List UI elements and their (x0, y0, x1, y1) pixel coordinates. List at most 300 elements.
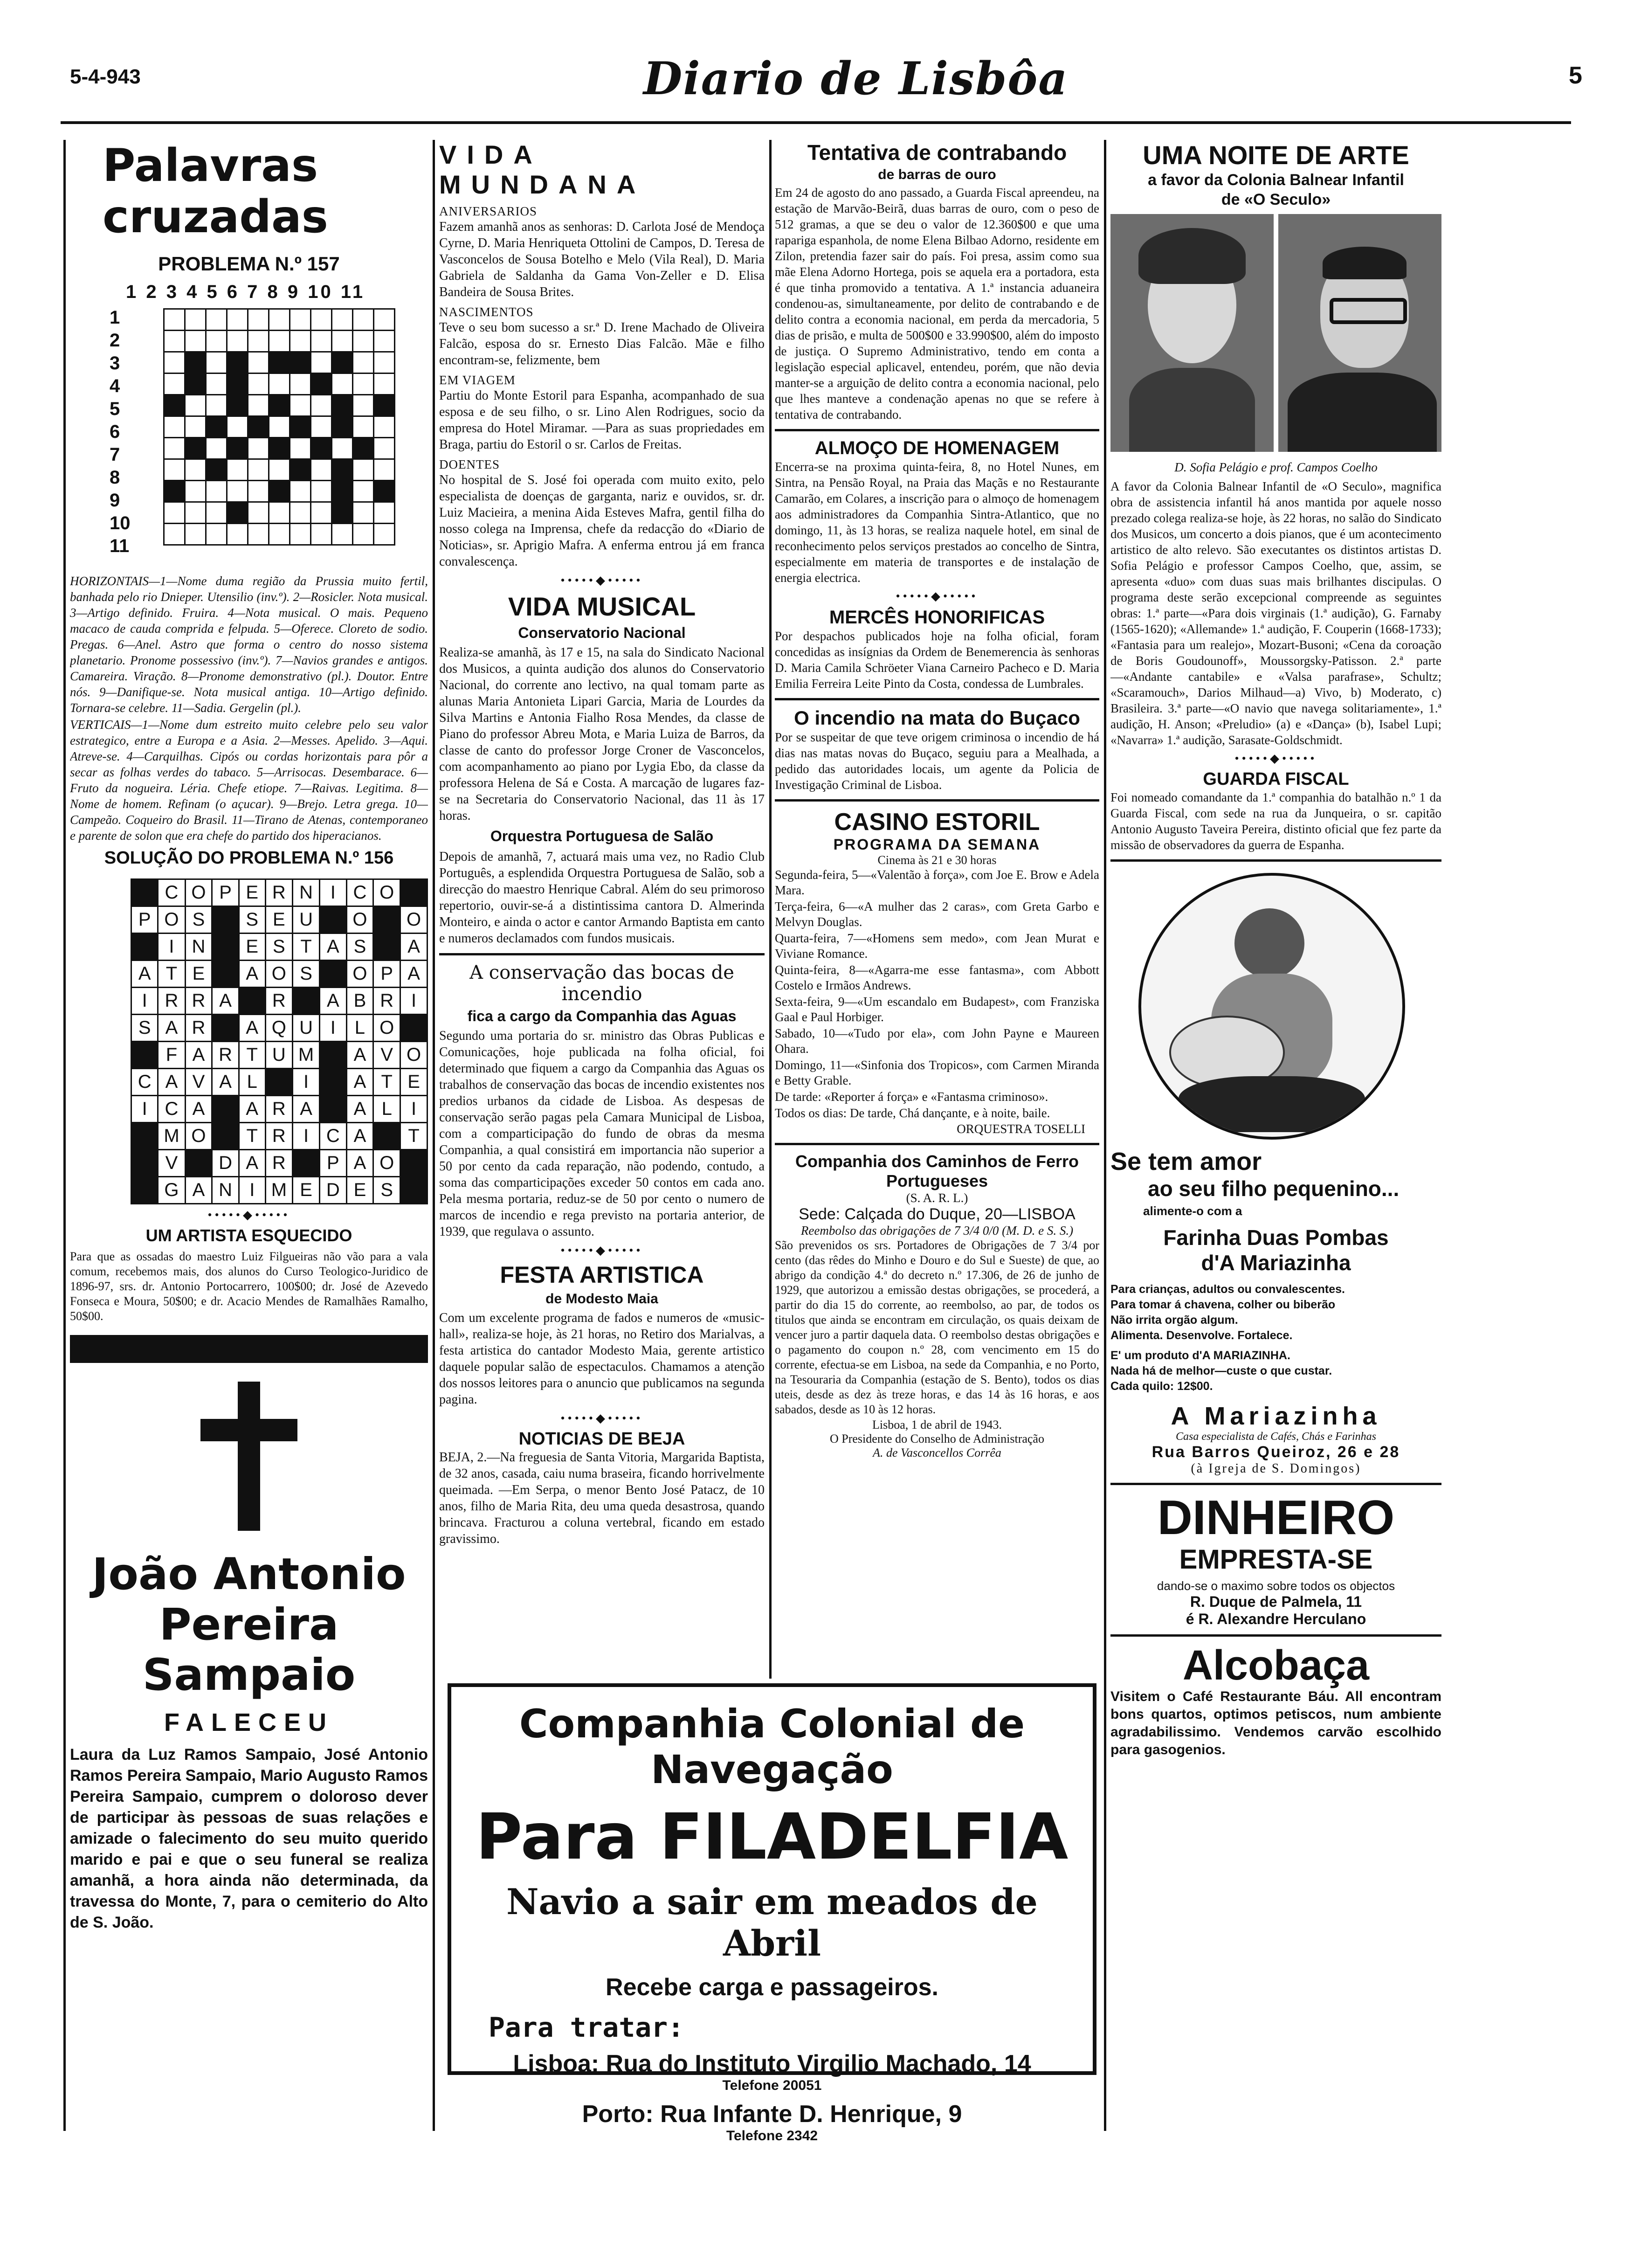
crossword-cell[interactable] (353, 459, 374, 481)
crossword-black-cell (269, 481, 290, 502)
crossword-cell[interactable] (332, 309, 353, 331)
casino-program-line: Segunda-feira, 5—«Valentão à força», com Joe E. Brow e Adela Mara. (775, 868, 1099, 897)
crossword-cell[interactable] (353, 524, 374, 545)
caminhos-date: Lisboa, 1 de abril de 1943. (872, 1418, 1002, 1431)
crossword-row (164, 416, 395, 438)
crossword-cell[interactable] (164, 524, 185, 545)
newspaper-title: Diario de Lisbôa (643, 52, 1069, 105)
crossword-cell[interactable] (290, 502, 311, 524)
solution-cell: N (212, 1177, 239, 1204)
crossword-black-cell (290, 416, 311, 438)
crossword-cell[interactable] (269, 373, 290, 395)
solution-cell: R (185, 988, 212, 1015)
solution-cell: C (131, 1069, 158, 1096)
viagem-heading: EM VIAGEM (439, 373, 516, 387)
solution-cell: O (400, 906, 427, 933)
crossword-cell[interactable] (311, 331, 332, 352)
crossword-row-number: 2 (110, 330, 120, 351)
crossword-row (164, 373, 395, 395)
crossword-cell[interactable] (164, 331, 185, 352)
solution-cell: S (373, 1177, 400, 1204)
separator: •••••◆••••• (896, 589, 979, 603)
solution-row (131, 879, 427, 906)
crossword-black-cell (227, 352, 248, 373)
page-number: 5 (1569, 62, 1582, 89)
obituary-name: João Antonio Pereira Sampaio (92, 1549, 406, 1701)
solution-black-cell (131, 1150, 158, 1177)
solution-cell: R (185, 1015, 212, 1042)
solution-cell: O (373, 1150, 400, 1177)
crossword-cell[interactable] (227, 481, 248, 502)
navegacao-phone-lisboa: Telefone 20051 (722, 2078, 822, 2093)
casino-program-line: Sexta-feira, 9—«Um escandalo em Budapest», com Franziska Gaal e Paul Horbiger. (775, 995, 1099, 1024)
casino-subtitle: PROGRAMA DA SEMANA (833, 836, 1041, 853)
column-rule (769, 140, 772, 1679)
crossword-cell[interactable] (185, 524, 206, 545)
solution-cell: I (320, 1015, 346, 1042)
crossword-row (164, 502, 395, 524)
crossword-title: Palavras cruzadas (103, 140, 328, 243)
solution-black-cell (239, 988, 265, 1015)
crossword-cell[interactable] (206, 438, 227, 459)
crossword-cell[interactable] (164, 438, 185, 459)
solution-cell: I (400, 988, 427, 1015)
guarda-text: Foi nomeado comandante da 1.ª companhia do batalhão n.º 1 da Guarda Fiscal, com sede na rua da Junqueira, o sr. capitão Antonio Augusto Taveira Pereira, distinto oficial que fez parte da missão de observadores da guerra de Espanha. (1110, 790, 1441, 852)
solution-cell: V (373, 1042, 400, 1069)
solution-cell: N (185, 933, 212, 961)
crossword-cell[interactable] (269, 502, 290, 524)
crossword-cell[interactable] (164, 352, 185, 373)
crossword-row-number: 7 (110, 444, 120, 465)
crossword-black-cell (185, 438, 206, 459)
solution-cell: M (158, 1123, 185, 1150)
crossword-black-cell (227, 373, 248, 395)
doentes-heading: DOENTES (439, 457, 500, 471)
crossword-cell[interactable] (290, 395, 311, 416)
crossword-cell[interactable] (164, 502, 185, 524)
crossword-cell[interactable] (164, 373, 185, 395)
crossword-cell[interactable] (185, 395, 206, 416)
crossword-cell[interactable] (185, 331, 206, 352)
crossword-cell[interactable] (353, 416, 374, 438)
crossword-cell[interactable] (374, 459, 395, 481)
crossword-cell[interactable] (206, 352, 227, 373)
crossword-black-cell (374, 481, 395, 502)
solution-cell: A (346, 1096, 373, 1123)
solution-cell: F (158, 1042, 185, 1069)
crossword-row-numbers (110, 306, 131, 558)
crossword-cell[interactable] (248, 373, 269, 395)
festa-subtitle: de Modesto Maia (545, 1291, 658, 1307)
crossword-black-cell (332, 502, 353, 524)
noite-arte-title: UMA NOITE DE ARTE (1143, 140, 1409, 170)
portraits (1110, 214, 1441, 456)
solution-cell: O (158, 906, 185, 933)
solution-cell: C (158, 1096, 185, 1123)
solution-black-cell (373, 1123, 400, 1150)
solution-black-cell (400, 1177, 427, 1204)
column-rule (63, 140, 66, 2131)
crossword-black-cell (332, 459, 353, 481)
aniversarios-text: Fazem amanhã anos as senhoras: D. Carlota José de Mendoça Cyrne, D. Maria Henriqueta Ottolini de Campos, D. Teresa de Vasconcelos de Sousa Botelho e Melo (Vila Real), D. Maria Gabriela de Saldanha da Gama Von-Zeller e D. Elisa Bandeira de Sousa Brites. (439, 220, 765, 299)
solution-cell: R (265, 1150, 292, 1177)
crossword-cell[interactable] (332, 331, 353, 352)
solution-black-cell (400, 1015, 427, 1042)
bucaco-text: Por se suspeitar de que teve origem criminosa o incendio de há dias nas matas novas do Buçaco, seguiu para a Mealhada, a pedido das autoridades locais, um agente da Policia de Investigação Criminal de Lisboa. (775, 730, 1099, 792)
divider (775, 799, 1099, 802)
crossword-row (164, 395, 395, 416)
conservatorio-heading: Conservatorio Nacional (518, 624, 686, 641)
solution-cell: A (185, 1042, 212, 1069)
solution-cell: R (265, 988, 292, 1015)
doentes-text: No hospital de S. José foi operada com muito exito, pelo especialista de doenças de garganta, nariz e ouvidos, sr. dr. Luiz Macieira, a menina Aida Esteves Mafra, gentil filha do nosso colega na Imprensa, chefe da redacção do «Diario de Noticias», sr. Aprigio Mafra. A enferma entrou já em franca convalescença. (439, 473, 765, 569)
dinheiro-title: DINHEIRO (1157, 1491, 1395, 1545)
crossword-cell[interactable] (248, 459, 269, 481)
crossword-row-number: 8 (110, 467, 120, 488)
crossword-black-cell (206, 459, 227, 481)
crossword-cell[interactable] (374, 416, 395, 438)
bocas-title: A conservação das bocas de incendio (469, 962, 734, 1005)
crossword-cell[interactable] (206, 524, 227, 545)
crossword-black-cell (353, 438, 374, 459)
crossword-grid (163, 308, 395, 546)
crossword-cell[interactable] (227, 459, 248, 481)
casino-program (775, 867, 1099, 1121)
solution-cell: A (346, 1123, 373, 1150)
solution-cell: C (346, 879, 373, 906)
divider (1110, 1483, 1441, 1485)
crossword-cell[interactable] (311, 524, 332, 545)
crossword-cell[interactable] (374, 352, 395, 373)
crossword-black-cell (227, 438, 248, 459)
crossword-row-number: 1 (110, 307, 120, 328)
crossword-cell[interactable] (185, 481, 206, 502)
solution-row (131, 988, 427, 1015)
noite-arte-subtitle: a favor da Colonia Balnear Infantil de «O Seculo» (1148, 171, 1404, 208)
solution-cell: U (292, 1015, 319, 1042)
divider (439, 953, 765, 955)
solution-black-cell (185, 1150, 212, 1177)
mariazinha-intro: alimente-o com a (1143, 1204, 1242, 1218)
solution-cell: T (158, 961, 185, 988)
crossword-cell[interactable] (332, 373, 353, 395)
beja-title: NOTICIAS DE BEJA (518, 1429, 685, 1449)
nascimentos-heading: NASCIMENTOS (439, 305, 534, 319)
alcobaca-text: Visitem o Café Restaurante Báu. All encontram bons quartos, optimos petiscos, num ambiente agradabilissimo. Vendemos carvão escolhido para gasogenios. (1110, 1689, 1441, 1757)
crossword-cell[interactable] (248, 331, 269, 352)
mariazinha-line-6: Nada há de melhor—custe o que custar. (1110, 1364, 1332, 1377)
crossword-cell[interactable] (374, 373, 395, 395)
solution-cell: D (320, 1177, 346, 1204)
solution-row (131, 1177, 427, 1204)
contrabando-subtitle: de barras de ouro (878, 167, 996, 182)
solution-black-cell (320, 1042, 346, 1069)
crossword-cell[interactable] (290, 524, 311, 545)
crossword-cell[interactable] (353, 309, 374, 331)
crossword-cell[interactable] (248, 524, 269, 545)
crossword-problem: PROBLEMA N.º 157 (158, 253, 340, 275)
crossword-cell[interactable] (290, 481, 311, 502)
divider (1110, 1634, 1441, 1637)
crossword-black-cell (185, 373, 206, 395)
crossword-horizontais: HORIZONTAIS—1—Nome duma região da Prussia muito fertil, banhada pelo rio Dnieper. Utensilio (inv.º). 2—Rosicler. Nota musical. 3—Artigo definido. Fruira. 4—Nota musical. O mais. Pequeno macaco de cauda comprida e felpuda. 5—Oferece. Cloreto de sodio. Pregas. 6—Anel. Astro que forma o centro do nosso sistema planetario. Pronome possessivo (inv.º). 7—Navios grandes e antigos. Camareira. Viração. 8—Pronome demonstrativo (pl.). Doutor. Entre nós. 9—Danifique-se. Nota musical antiga. 10—Artigo definido. Tornara-se celebre. 11—Sadia. Gergelin (pl.). (70, 574, 428, 715)
festa-text: Com um excelente programa de fados e numeros de «music-hall», realiza-se hoje, às 21 horas, no Retiro dos Marialvas, a festa artistica do cantador Modesto Maia, gerente artistico daquele popular salão de espectaculos. Chamamos a atenção dos nossos leitores para o anuncio que publicamos na segunda pagina. (439, 1311, 765, 1407)
crossword-cell[interactable] (374, 438, 395, 459)
solution-cell: S (346, 933, 373, 961)
solution-cell: I (292, 1069, 319, 1096)
portraits-caption: D. Sofia Pelágio e prof. Campos Coelho (1174, 460, 1378, 474)
solution-cell: A (400, 961, 427, 988)
beja-text: BEJA, 2.—Na freguesia de Santa Vitoria, Margarida Baptista, de 32 anos, casada, caiu numa braseira, ficando horrivelmente queimada. —Em Serpa, o menor Bento José Patacz, de 10 anos, filho de Maria Rita, deu uma queda desastrosa, quando brincava. Fracturou a coluna vertebral, ficando em estado gravissimo. (439, 1450, 765, 1546)
crossword-black-cell (332, 416, 353, 438)
casino-title: CASINO ESTORIL (834, 809, 1040, 836)
caminhos-signature: A. de Vasconcellos Corrêa (873, 1446, 1001, 1459)
crossword-cell[interactable] (311, 459, 332, 481)
crossword-cell[interactable] (353, 395, 374, 416)
column-1 (70, 140, 428, 2136)
crossword-cell[interactable] (206, 331, 227, 352)
merces-text: Por despachos publicados hoje na folha oficial, foram concedidas as insígnias da Ordem de Benemerencia às senhoras D. Maria Camila Schröeter Viana Carneiro Pacheco e D. Maria Emilia Ferreira Leite Pinto da Costa, condessa de Lumbrales. (775, 629, 1099, 691)
crossword-black-cell (164, 395, 185, 416)
contrabando-text: Em 24 de agosto do ano passado, a Guarda Fiscal apreendeu, na estação de Marvão-Beirã, duas barras de ouro, com o peso de 512 gramas, a que se deu o valor de 12.360$00 e que uma rapariga espanhola, de nome Elena Bilbao Adorno, residente em Zilon, pretendia fazer sair do país. Foi presa, assim como sua mãe Elena Adorno Hortega, pois se aquela era a portadora, esta é que tinha promovido a tentativa. A 1.ª instancia aduaneira condenou-as, simultaneamente, por delito de contrabando e de delito contra a economia nacional, em perda da mercadoria, 5 dias de prisão, e multa de 500$00 e 33.990$00, além do imposto de justiça. O Supremo Administrativo, tendo em conta a legislação especial aplicavel, entendeu, porém, que não devia manter-se a arguição de delito contra a economia nacional, pelo que lhes manteve a condenação apenas no que se refere à tentativa de contrabando. (775, 186, 1099, 422)
solution-cell: A (212, 1069, 239, 1096)
crossword-cell[interactable] (227, 331, 248, 352)
casino-program-line: Domingo, 11—«Sinfonia dos Tropicos», com Carmen Miranda e Betty Grable. (775, 1058, 1099, 1087)
crossword-cell[interactable] (269, 459, 290, 481)
casino-program-line: Quinta-feira, 8—«Agarra-me esse fantasma», com Abbott Costelo e Irmãos Andrews. (775, 963, 1099, 992)
solution-cell: A (239, 1015, 265, 1042)
crossword-cell[interactable] (227, 524, 248, 545)
solution-cell: E (239, 933, 265, 961)
solution-black-cell (292, 988, 319, 1015)
artista-title: UM ARTISTA ESQUECIDO (145, 1226, 352, 1245)
divider (775, 698, 1099, 700)
solution-cell: I (131, 988, 158, 1015)
solution-cell: S (239, 906, 265, 933)
crossword-black-cell (227, 502, 248, 524)
crossword-cell[interactable] (353, 352, 374, 373)
mariazinha-subline: ao seu filho pequenino... (1148, 1176, 1400, 1201)
crossword-cell[interactable] (248, 352, 269, 373)
crossword-cell[interactable] (332, 438, 353, 459)
separator: •••••◆••••• (560, 1411, 643, 1425)
solution-cell: P (131, 906, 158, 933)
mariazinha-shop-desc: Casa especialista de Cafés, Chás e Farinhas (1176, 1431, 1376, 1443)
crossword-cell[interactable] (290, 438, 311, 459)
solution-black-cell (373, 906, 400, 933)
solution-black-cell (400, 879, 427, 906)
almoco-title: ALMOÇO DE HOMENAGEM (814, 438, 1060, 458)
solution-cell: A (158, 1069, 185, 1096)
solution-cell: O (346, 961, 373, 988)
separator: •••••◆••••• (1234, 752, 1317, 765)
solution-cell: O (373, 879, 400, 906)
solution-cell: V (158, 1150, 185, 1177)
noite-arte-text: A favor da Colonia Balnear Infantil de «O Seculo», magnifica obra de assistencia infantil há anos mantida por aquele nosso prezado colega realiza-se hoje, às 22 horas, no salão do Sindicato dos Musicos, um concerto a dois pianos, que é um acontecimento artistico de alto relevo. São executantes os distintos artistas D. Sofia Pelágio e professor Campos Coelho, que, assim, se apresenta «duo» com duas suas mais brilhantes discipulas. O programa deste serão excepcional compreende as seguintes obras: 1.ª parte—«Para dois virginais (1.ª audição), G. Farnaby (1565-1620); «Allemande» 1.ª audição, F. Couperin (1668-1733); «Fantasia para um realejo», Mozart-Busoni; «Cena da coroação de Boris Goudounoff», Moussorgsky-Patisson. 2.ª parte—«Andante cantabile» e «Valsa parafrase», Schultz; «Scaramouch», Darios Milhaud—a) Vivo, b) Moderato, c) Brasileira. 3.ª parte—«O navio que navega solitariamente», 1.ª audição, H. Anson; «Preludio» (a) e «Dança» (b), Isabel Lupi; «Navarra» 1.ª audição, Sarasate-Goldschmidt. (1110, 479, 1441, 747)
column-rule (1104, 140, 1106, 2131)
merces-title: MERCÊS HONORIFICAS (829, 607, 1045, 628)
dinheiro-line-2: R. Duque de Palmela, 11 (1190, 1593, 1362, 1610)
crossword-cell[interactable] (311, 395, 332, 416)
crossword-cell[interactable] (353, 481, 374, 502)
crossword-cell[interactable] (206, 502, 227, 524)
crossword-cell[interactable] (185, 416, 206, 438)
crossword-cell[interactable] (185, 459, 206, 481)
solution-black-cell (131, 879, 158, 906)
crossword-cell[interactable] (353, 502, 374, 524)
caminhos-subtitle: Reembolso das obrigações de 7 3/4 0/0 (M. D. e S. S.) (800, 1224, 1074, 1238)
solution-cell: T (239, 1123, 265, 1150)
solution-cell: L (346, 1015, 373, 1042)
solution-black-cell (131, 1123, 158, 1150)
crossword-cell[interactable] (374, 331, 395, 352)
crossword-cell[interactable] (227, 416, 248, 438)
crossword-cell[interactable] (269, 309, 290, 331)
bocas-subtitle: fica a cargo da Companhia das Aguas (467, 1008, 737, 1024)
crossword-row (164, 481, 395, 502)
crossword-cell[interactable] (269, 416, 290, 438)
crossword-black-cell (290, 352, 311, 373)
crossword-cell[interactable] (164, 309, 185, 331)
crossword-cell[interactable] (290, 373, 311, 395)
crossword-cell[interactable] (206, 395, 227, 416)
solution-black-cell (131, 1042, 158, 1069)
solution-row (131, 1096, 427, 1123)
solution-cell: Q (265, 1015, 292, 1042)
solution-row (131, 1150, 427, 1177)
mariazinha-address-note: (à Igreja de S. Domingos) (1191, 1461, 1361, 1476)
crossword-black-cell (269, 352, 290, 373)
crossword-black-cell (248, 416, 269, 438)
solution-cell: C (320, 1123, 346, 1150)
solution-cell: S (185, 906, 212, 933)
solution-cell: I (400, 1096, 427, 1123)
solution-black-cell (320, 1069, 346, 1096)
crossword-cell[interactable] (248, 481, 269, 502)
crossword-cell[interactable] (269, 331, 290, 352)
dinheiro-subtitle: EMPRESTA-SE (1179, 1544, 1373, 1575)
crossword-row-number: 10 (110, 513, 131, 533)
crossword-cell[interactable] (311, 416, 332, 438)
crossword-black-cell (164, 481, 185, 502)
solution-cell: O (346, 906, 373, 933)
crossword-cell[interactable] (311, 309, 332, 331)
mother-child-illustration (1110, 868, 1441, 1139)
crossword-cell[interactable] (269, 524, 290, 545)
casino-program-line: De tarde: «Reporter á força» e «Fantasma criminoso». (775, 1090, 1048, 1104)
crossword-cell[interactable] (353, 373, 374, 395)
solution-black-cell (212, 906, 239, 933)
solution-cell: S (265, 933, 292, 961)
crossword-row (164, 352, 395, 373)
solution-cell: I (292, 1123, 319, 1150)
solution-row (131, 933, 427, 961)
crossword-cell[interactable] (311, 352, 332, 373)
crossword-cell[interactable] (290, 331, 311, 352)
solution-cell: A (239, 961, 265, 988)
solution-title: SOLUÇÃO DO PROBLEMA N.º 156 (104, 848, 394, 868)
solution-cell: A (131, 961, 158, 988)
caminhos-title: Companhia dos Caminhos de Ferro Portugueses (795, 1152, 1079, 1190)
solution-cell: O (185, 879, 212, 906)
solution-black-cell (131, 933, 158, 961)
solution-cell: N (292, 879, 319, 906)
crossword-row (164, 309, 395, 331)
crossword-cell[interactable] (185, 309, 206, 331)
nascimentos-text: Teve o seu bom sucesso a sr.ª D. Irene Machado de Oliveira Falcão, esposa do sr. Ernesto Dias Falcão. Mãe e filho encontram-se, felizmente, bem (439, 320, 765, 367)
crossword-cell[interactable] (248, 438, 269, 459)
obituary-text: Laura da Luz Ramos Sampaio, José Antonio Ramos Pereira Sampaio, Mario Augusto Ramos Pereira Sampaio, cumprem o doloroso dever de participar às pessoas de suas relações e amizade o falecimento do seu muito querido marido e pai e que o seu funeral se realiza amanhã, a hora ainda não determinada, da travessa do Monte, 7, para o cemiterio do Alto de S. João. (70, 1746, 428, 1931)
crossword-cell[interactable] (185, 502, 206, 524)
crossword-cell[interactable] (164, 459, 185, 481)
mariazinha-brand: Farinha Duas Pombas (1163, 1225, 1389, 1250)
alcobaca-title: Alcobaça (1182, 1642, 1370, 1689)
solution-cell: A (346, 1069, 373, 1096)
crossword-cell[interactable] (374, 502, 395, 524)
solution-cell: E (400, 1069, 427, 1096)
portrait-photo-campos (1278, 214, 1441, 452)
crossword-cell[interactable] (353, 331, 374, 352)
crossword-cell[interactable] (248, 502, 269, 524)
solution-cell: O (265, 961, 292, 988)
solution-cell: R (265, 1123, 292, 1150)
crossword-cell[interactable] (311, 502, 332, 524)
dinheiro-line-1: dando-se o maximo sobre todos os objectos (1157, 1579, 1395, 1593)
crossword-cell[interactable] (248, 395, 269, 416)
crossword-cell[interactable] (332, 524, 353, 545)
cross-icon (70, 1377, 428, 1535)
crossword-cell[interactable] (290, 309, 311, 331)
solution-cell: I (158, 933, 185, 961)
issue-date: 5-4-943 (70, 65, 141, 88)
solution-black-cell (212, 961, 239, 988)
solution-black-cell (320, 1096, 346, 1123)
crossword-cell[interactable] (206, 309, 227, 331)
solution-cell: A (346, 1150, 373, 1177)
divider (1110, 859, 1441, 862)
crossword-cell[interactable] (374, 524, 395, 545)
crossword-verticais: VERTICAIS—1—Nome dum estreito muito celebre pelo seu valor estrategico, entre a Europa e a Asia. 2—Messes. Apelido. 3—Aqui. Atreve-se. 4—Carquilhas. Cipós ou cordas horizontais para pôr a secar as folhas verdes do tabaco. 5—Arrisocas. Desembarace. 6—Fruto da nogueira. Léria. Chefe etiope. 7—Raivas. Legitima. 8—Nome de homem. Refinam (o açucar). 9—Brejo. Letra grega. 10—Campeão. Coqueiro do Brasil. 11—Tirano de Atenas, contemporaneo e parente de solon que era chefe do partido dos hiperacianos. (70, 718, 428, 843)
solution-cell: E (185, 961, 212, 988)
crossword-cell[interactable] (311, 481, 332, 502)
solution-cell: I (320, 879, 346, 906)
solution-cell: M (292, 1042, 319, 1069)
caminhos-sede: Sede: Calçada do Duque, 20—LISBOA (799, 1205, 1076, 1223)
obituary-faleceu: FALECEU (164, 1708, 334, 1736)
solution-row (131, 1123, 427, 1150)
mariazinha-brand2: d'A Mariazinha (1201, 1251, 1351, 1275)
solution-black-cell (212, 1015, 239, 1042)
solution-cell: L (239, 1069, 265, 1096)
crossword-row-number: 3 (110, 353, 120, 373)
solution-cell: C (158, 879, 185, 906)
crossword-cell[interactable] (206, 481, 227, 502)
solution-row (131, 906, 427, 933)
crossword-row-number: 11 (110, 536, 130, 556)
crossword-cell[interactable] (164, 416, 185, 438)
crossword-cell[interactable] (206, 373, 227, 395)
solution-black-cell (400, 1150, 427, 1177)
crossword-cell[interactable] (248, 309, 269, 331)
black-band (70, 1335, 428, 1363)
crossword-cell[interactable] (227, 309, 248, 331)
contrabando-title: Tentativa de contrabando (807, 140, 1067, 165)
solution-cell: R (265, 879, 292, 906)
mariazinha-line-4: Alimenta. Desenvolve. Fortalece. (1110, 1329, 1293, 1342)
crossword-cell[interactable] (374, 309, 395, 331)
vida-musical-title: VIDA MUSICAL (508, 592, 696, 621)
solution-black-cell (373, 933, 400, 961)
